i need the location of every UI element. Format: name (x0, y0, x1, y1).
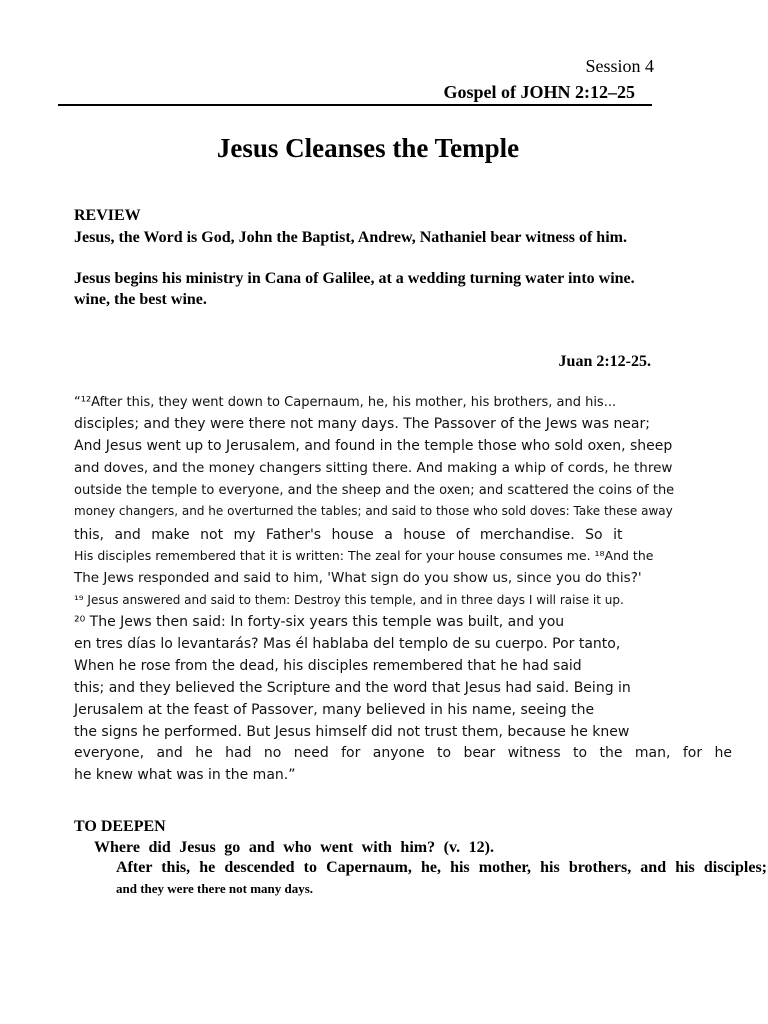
review-heading: REVIEW (74, 207, 141, 224)
deepen-question: Where did Jesus go and who went with him? (v. 12). (94, 839, 494, 856)
scripture-line: money changers, and he overturned the tables; and said to those who sold doves: Take these away (74, 504, 673, 518)
scripture-reference: Juan 2:12-25. (558, 353, 651, 370)
scripture-line: this; and they believed the Scripture and the word that Jesus had said. Being in (74, 680, 631, 696)
scripture-line: this, and make not my Father's house a house of merchandise. So it (74, 527, 623, 543)
header-rule (58, 104, 652, 106)
scripture-line: “¹²After this, they went down to Capernaum, he, his mother, his brothers, and his... (74, 395, 617, 410)
scripture-line: everyone, and he had no need for anyone to bear witness to the man, for he (74, 745, 732, 761)
deepen-answer: and they were there not many days. (116, 881, 314, 896)
session-label: Session 4 (585, 56, 654, 76)
scripture-line: And Jesus went up to Jerusalem, and found in the temple those who sold oxen, sheep (74, 438, 673, 454)
scripture-line: outside the temple to everyone, and the sheep and the oxen; and scattered the coins of the (74, 483, 675, 498)
scripture-line: The Jews responded and said to him, 'What sign do you show us, since you do this?' (74, 570, 642, 586)
review-text: Jesus begins his ministry in Cana of Galilee, at a wedding turning water into wine. (74, 270, 635, 287)
deepen-heading: TO DEEPEN (74, 818, 166, 835)
scripture-line: ²⁰ The Jews then said: In forty-six years this temple was built, and you (74, 614, 565, 630)
scripture-line: Jerusalem at the feast of Passover, many believed in his name, seeing the (74, 702, 595, 718)
scripture-line: the signs he performed. But Jesus himself did not trust them, because he knew (74, 724, 630, 740)
scripture-line: he knew what was in the man.” (74, 767, 296, 783)
scripture-line: and doves, and the money changers sitting there. And making a whip of cords, he threw (74, 460, 673, 476)
review-text: wine, the best wine. (74, 291, 207, 308)
scripture-line: His disciples remembered that it is written: The zeal for your house consumes me. ¹⁸And the (74, 548, 654, 563)
scripture-line: en tres días lo levantarás? Mas él hablaba del templo de su cuerpo. Por tanto, (74, 636, 621, 652)
page-title: Jesus Cleanses the Temple (216, 133, 520, 163)
scripture-line: disciples; and they were there not many days. The Passover of the Jews was near; (74, 416, 650, 432)
review-text: Jesus, the Word is God, John the Baptist, Andrew, Nathaniel bear witness of him. (74, 229, 627, 246)
deepen-answer: After this, he descended to Capernaum, he, his mother, his brothers, and his disciples; (116, 859, 767, 876)
scripture-line: When he rose from the dead, his disciples remembered that he had said (74, 658, 582, 674)
gospel-reference: Gospel of JOHN 2:12–25 (443, 82, 635, 102)
scripture-line: ¹⁹ Jesus answered and said to them: Destroy this temple, and in three days I will raise it up. (74, 593, 624, 607)
